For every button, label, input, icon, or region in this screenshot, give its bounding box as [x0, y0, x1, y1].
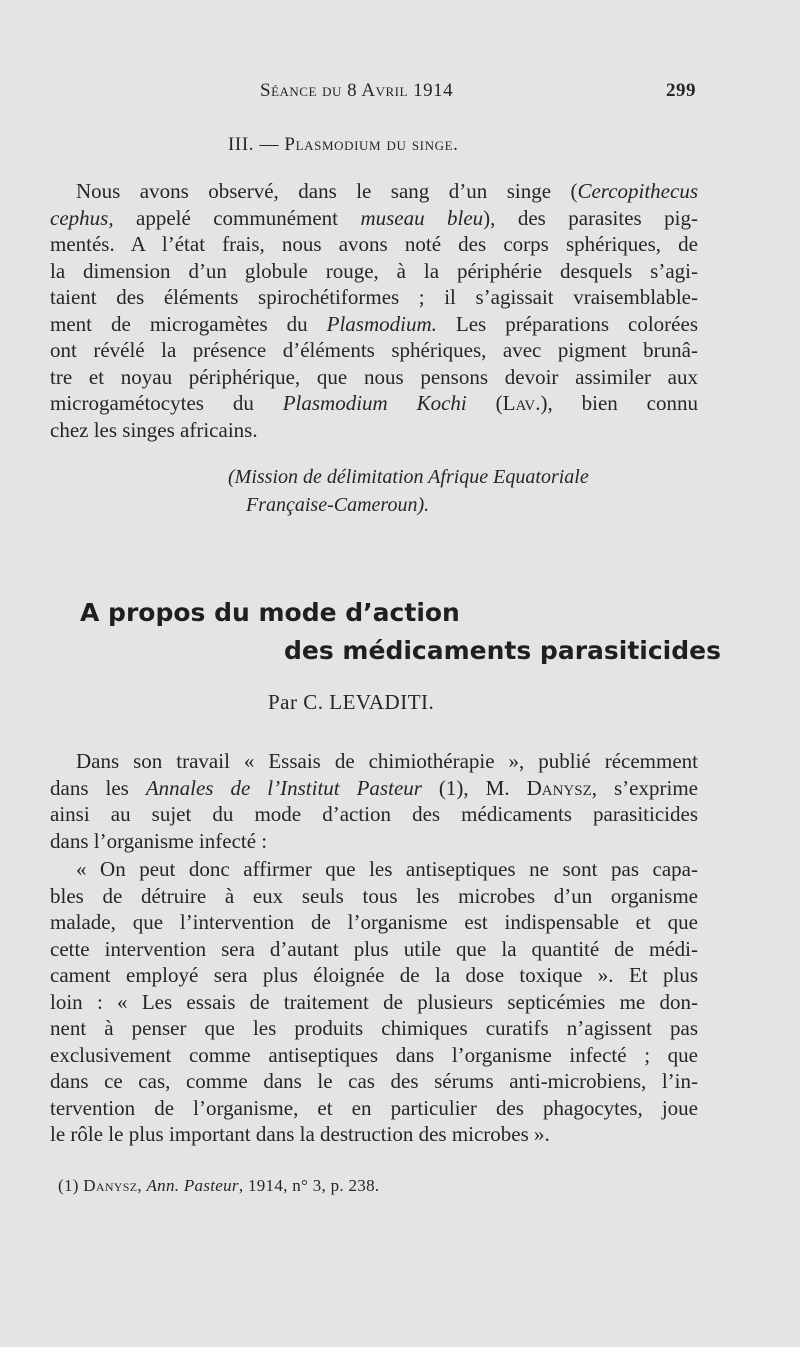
- text-line: ment de microgamètes du Plasmodium. Les préparations colorées: [50, 311, 698, 336]
- mission-line-2: Française-Cameroun).: [246, 494, 430, 516]
- text-line: cament employé sera plus éloignée de la dose toxique ». Et plus: [50, 963, 698, 987]
- text-line: malade, que l’intervention de l’organisme est indispensable et que: [50, 910, 698, 934]
- text-line: loin : « Les essais de traitement de plusieurs septicémies me don-: [50, 989, 698, 1014]
- footnote: (1) Danysz, Ann. Pasteur, 1914, n° 3, p. 238.: [58, 1176, 380, 1195]
- text-line: mentés. A l’état frais, nous avons noté des corps sphériques, de: [50, 232, 698, 256]
- text-line: nent à penser que les produits chimiques curatifs n’agissent pas: [50, 1016, 698, 1040]
- text-line: le rôle le plus important dans la destruction des microbes ».: [50, 1122, 550, 1146]
- text-line: microgamétocytes du Plasmodium Kochi (Lav.), bien connu: [50, 391, 698, 415]
- text-line: bles de détruire à eux seuls tous les microbes d’un organisme: [50, 883, 698, 908]
- text-line: cette intervention sera d’autant plus utile que la quantité de médi-: [50, 936, 698, 961]
- article-byline: Par C. LEVADITI.: [268, 690, 435, 714]
- text-line: taient des éléments spirochétiformes ; il s’agissait vraisemblable-: [50, 285, 698, 309]
- article-paragraph-1: [50, 748, 698, 854]
- mission-attribution: [228, 463, 678, 519]
- text-line: dans les Annales de l’Institut Pasteur (1), M. Danysz, s’exprime: [50, 775, 698, 800]
- text-line: cephus, appelé communément museau bleu), des parasites pig-: [50, 205, 698, 230]
- text-line: ont révélé la présence d’éléments sphériques, avec pigment brunâ-: [50, 338, 698, 362]
- mission-line-1: (Mission de délimitation Afrique Equatoriale: [228, 466, 589, 488]
- text-line: exclusivement comme antiseptiques dans l’organisme infecté ; que: [50, 1042, 698, 1067]
- article-title-line-2: des médicaments parasiticides: [284, 636, 721, 665]
- text-line: dans l’organisme infecté :: [50, 828, 268, 853]
- text-line: dans ce cas, comme dans le cas des sérums anti-microbiens, l’in-: [50, 1069, 698, 1093]
- article-paragraph-2: [50, 856, 698, 1148]
- text-line: la dimension d’un globule rouge, à la périphérie desquels s’agi-: [50, 258, 698, 283]
- page-number: 299: [666, 80, 696, 101]
- text-line: tre et noyau périphérique, que nous pensons devoir assimiler aux: [50, 364, 698, 389]
- section-heading: III. — Plasmodium du singe.: [228, 134, 459, 155]
- running-title: Séance du 8 Avril 1914: [260, 80, 454, 101]
- text-line: Nous avons observé, dans le sang d’un singe (Cercopithecus: [76, 179, 698, 203]
- running-header: [48, 80, 696, 104]
- text-line: ainsi au sujet du mode d’action des médicaments parasiticides: [50, 802, 698, 826]
- text-line: tervention de l’organisme, et en particulier des phagocytes, joue: [50, 1095, 698, 1120]
- text-line: chez les singes africains.: [50, 417, 258, 442]
- section-paragraph: [50, 178, 698, 443]
- text-line: « On peut donc affirmer que les antiseptiques ne sont pas capa-: [76, 857, 698, 881]
- text-line: Dans son travail « Essais de chimiothérapie », publié récemment: [76, 749, 698, 773]
- article-title-line-1: A propos du mode d’action: [80, 598, 460, 627]
